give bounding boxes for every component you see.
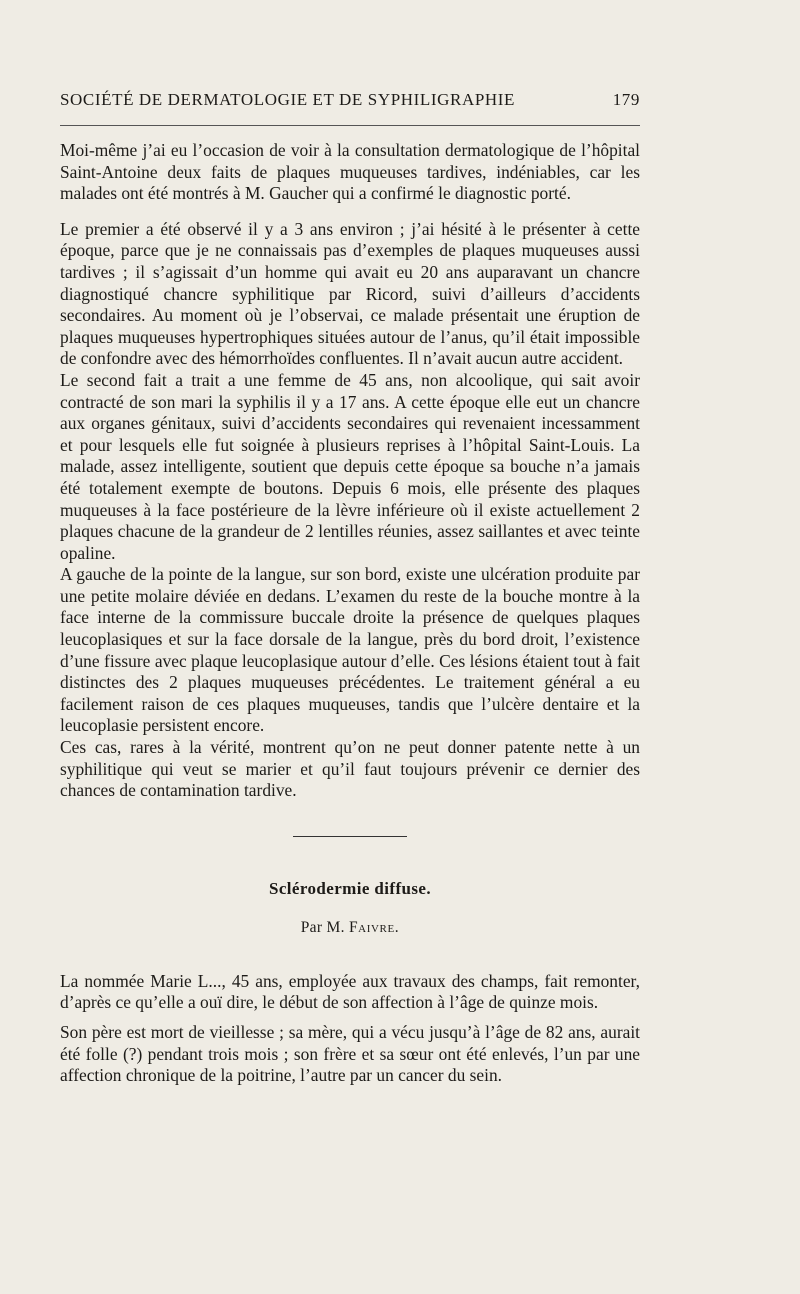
byline-author: Faivre. [348, 918, 400, 936]
byline [60, 919, 640, 937]
paragraph: Ces cas, rares à la vérité, montrent qu’on ne peut donner patente nette à un syphilitique qui veut se marier et qu’il faut toujours prévenir ce dernier des chances de contamination tardive. [60, 737, 640, 801]
body-text [60, 140, 640, 1087]
page-number: 179 [612, 90, 640, 109]
byline-prefix: Par M. [300, 918, 345, 936]
running-title: SOCIÉTÉ DE DERMATOLOGIE ET DE SYPHILIGRAPHIE [60, 90, 516, 109]
paragraph: Le second fait a trait a une femme de 45 ans, non alcoolique, qui sait avoir contracté de son mari la syphilis il y a 17 ans. A cette époque elle eut un chancre aux organes génitaux, suivi d’accidents secondaires qui revenaient incessamment et pour lesquels elle fut soignée à plusieurs reprises à l’hôpital Saint-Louis. La malade, assez intelligente, soutient que depuis cette époque sa bouche n’a jamais été totalement exempte de boutons. Depuis 6 mois, elle présente des plaques muqueuses à la face postérieure de la lèvre inférieure où il existe actuellement 2 plaques chacune de la grandeur de 2 lentilles réunies, assez saillantes et avec teinte opaline. [60, 369, 640, 563]
header-rule [60, 125, 640, 126]
section-title: Sclérodermie diffuse. [269, 878, 431, 898]
paragraph: Le premier a été observé il y a 3 ans environ ; j’ai hésité à le présenter à cette époque, parce que je ne connaissais pas d’exemples de plaques muqueuses aussi tardives ; il s’agissait d’un homme qui avait eu 20 ans auparavant un chancre diagnostiqué chancre syphilitique par Ricord, suivi d’ailleurs d’accidents secondaires. Au moment où je l’observai, ce malade présentait une éruption de plaques muqueuses hypertrophiques situées autour de l’anus, qu’il était impossible de confondre avec des hémorrhoïdes confluentes. Il n’avait aucun autre accident. [60, 218, 640, 369]
paragraph: A gauche de la pointe de la langue, sur son bord, existe une ulcération produite par une petite molaire déviée en dedans. L’examen du reste de la bouche montre à la face interne de la commissure buccale droite la présence de quelques plaques leucoplasiques et sur la face dorsale de la langue, près du bord droit, l’existence d’une fissure avec plaque leucoplasique autour d’elle. Ces lésions étaient tout à fait distinctes des 2 plaques muqueuses précédentes. Le traitement général a eu facilement raison de ces plaques muqueuses, tandis que l’ulcère dentaire et la leucoplasie persistent encore. [60, 564, 640, 736]
paragraph: Moi-même j’ai eu l’occasion de voir à la consultation dermatologique de l’hôpital Saint-Antoine deux faits de plaques muqueuses tardives, indéniables, car les malades ont été montrés à M. Gaucher qui a confirmé le diagnostic porté. [60, 140, 640, 204]
section-divider [293, 836, 407, 837]
paragraph: Son père est mort de vieillesse ; sa mère, qui a vécu jusqu’à l’âge de 82 ans, aurait été folle (?) pendant trois mois ; son frère et sa sœur ont été enlevés, l’un par une affection chronique de la poitrine, l’autre par un cancer du sein. [60, 1022, 640, 1086]
paragraph: La nommée Marie L..., 45 ans, employée aux travaux des champs, fait remonter, d’après ce qu’elle a ouï dire, le début de son affection à l’âge de quinze mois. [60, 970, 640, 1013]
running-header [60, 90, 640, 110]
